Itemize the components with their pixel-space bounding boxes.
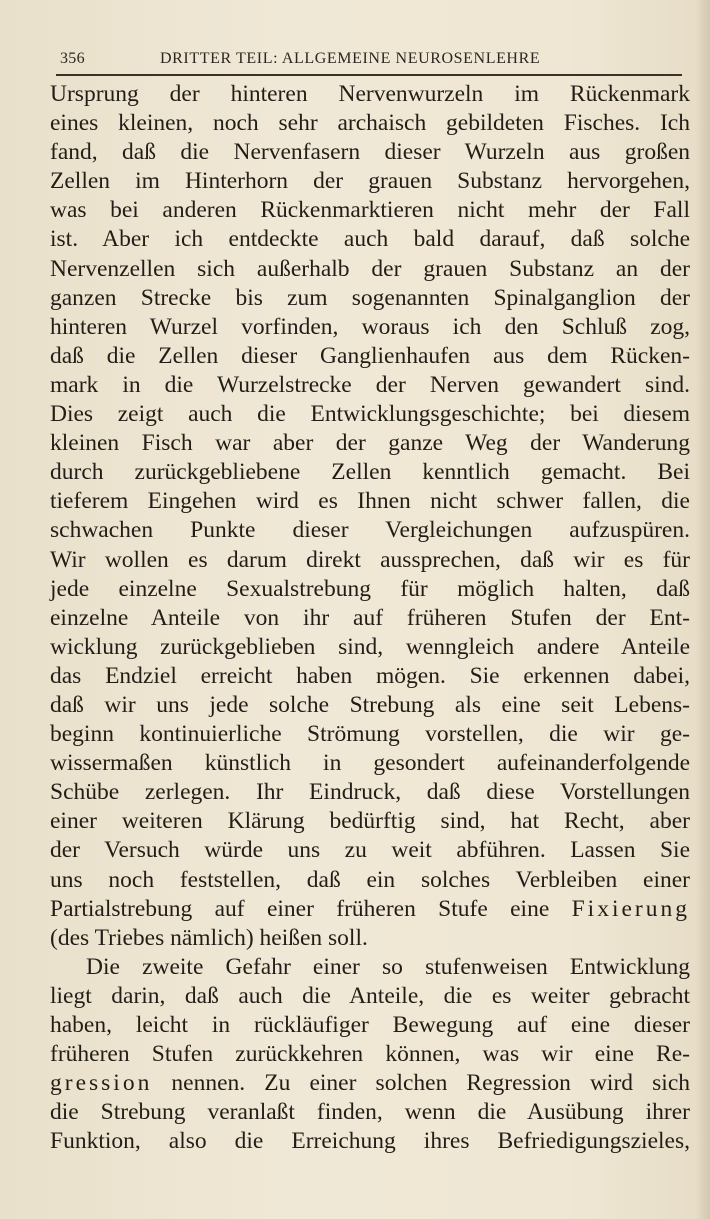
text-line: mark in die Wurzelstrecke der Nerven gewandert sind. (50, 371, 690, 398)
text-line: Nervenzellen sich außerhalb der grauen Substanz an der (50, 255, 690, 282)
text-line: das Endziel erreicht haben mögen. Sie erkennen dabei, (50, 662, 690, 689)
text-line: Zellen im Hinterhorn der grauen Substanz hervorgehen, (50, 168, 690, 195)
text-line: daß die Zellen dieser Ganglienhaufen aus dem Rücken- (50, 342, 690, 369)
text-line: schwachen Punkte dieser Vergleichungen aufzuspüren. (50, 517, 690, 544)
text-line: wissermaßen künstlich in gesondert aufeinanderfolgende (50, 750, 690, 777)
text-line: tieferem Eingehen wird es Ihnen nicht schwer fallen, die (50, 488, 690, 515)
text-line: jede einzelne Sexualstrebung für möglich halten, daß (50, 575, 690, 602)
text-line: daß wir uns jede solche Strebung als eine seit Lebens- (50, 691, 690, 718)
paragraph-2 (50, 953, 690, 1157)
text-line: ganzen Strecke bis zum sogenannten Spinalganglion der (50, 284, 690, 311)
text-line: durch zurückgebliebene Zellen kenntlich gemacht. Bei (50, 459, 690, 486)
text-line: der Versuch würde uns zu weit abführen. Lassen Sie (50, 837, 690, 864)
text-line: wicklung zurückgeblieben sind, wenngleich andere Anteile (50, 633, 690, 660)
paragraph-1 (50, 80, 690, 953)
text-line: Die zweite Gefahr einer so stufenweisen Entwicklung (86, 953, 690, 980)
text-line: Schübe zerlegen. Ihr Eindruck, daß diese Vorstellungen (50, 779, 690, 806)
text-line: Ursprung der hinteren Nervenwurzeln im Rückenmark (50, 81, 690, 107)
text-line: einzelne Anteile von ihr auf früheren Stufen der Ent- (50, 604, 690, 631)
text-line: (des Triebes nämlich) heißen soll. (50, 924, 368, 951)
text-line: beginn kontinuierliche Strömung vorstellen, die wir ge- (50, 721, 690, 748)
header-rule (56, 74, 682, 76)
text-line: uns noch feststellen, daß ein solches Verbleiben einer (50, 866, 690, 893)
text-line-fixierung (50, 895, 690, 924)
emphasized-term-fixierung: Fixierung (571, 895, 690, 922)
text-fragment: Partialstrebung auf einer früheren Stufe eine (50, 895, 572, 922)
text-line: ist. Aber ich entdeckte auch bald darauf, daß solche (50, 226, 690, 253)
text-line: die Strebung veranlaßt finden, wenn die Ausübung ihrer (50, 1099, 690, 1126)
text-line: eines kleinen, noch sehr archaisch gebildeten Fisches. Ich (50, 110, 690, 137)
text-line: Wir wollen es darum direkt aussprechen, daß wir es für (50, 546, 690, 573)
page-header (60, 50, 682, 72)
text-line: haben, leicht in rückläufiger Bewegung auf eine dieser (50, 1012, 690, 1038)
text-line-regression (50, 1069, 690, 1098)
text-line: Funktion, also die Erreichung ihres Befriedigungszieles, (50, 1128, 690, 1155)
text-line: hinteren Wurzel vorfinden, woraus ich den Schluß zog, (50, 313, 690, 340)
emphasized-term-regression: gression (50, 1070, 153, 1097)
text-line: kleinen Fisch war aber der ganze Weg der Wanderung (50, 430, 690, 457)
page-edge-shadow (696, 0, 710, 1219)
text-line: früheren Stufen zurückkehren können, was wir eine Re- (50, 1041, 690, 1068)
running-head: DRITTER TEIL: ALLGEMEINE NEUROSENLEHRE (160, 50, 541, 67)
body-text (50, 80, 690, 1156)
text-fragment: nennen. Zu einer solchen Regression wird sich (152, 1070, 690, 1097)
text-line: fand, daß die Nervenfasern dieser Wurzeln aus großen (50, 139, 690, 166)
text-line: liegt darin, daß auch die Anteile, die es weiter gebracht (50, 982, 690, 1009)
text-line: einer weiteren Klärung bedürftig sind, hat Recht, aber (50, 808, 690, 835)
text-line: Dies zeigt auch die Entwicklungsgeschichte; bei diesem (50, 401, 690, 428)
text-line: was bei anderen Rückenmarktieren nicht mehr der Fall (50, 197, 690, 224)
page-number: 356 (60, 50, 85, 67)
